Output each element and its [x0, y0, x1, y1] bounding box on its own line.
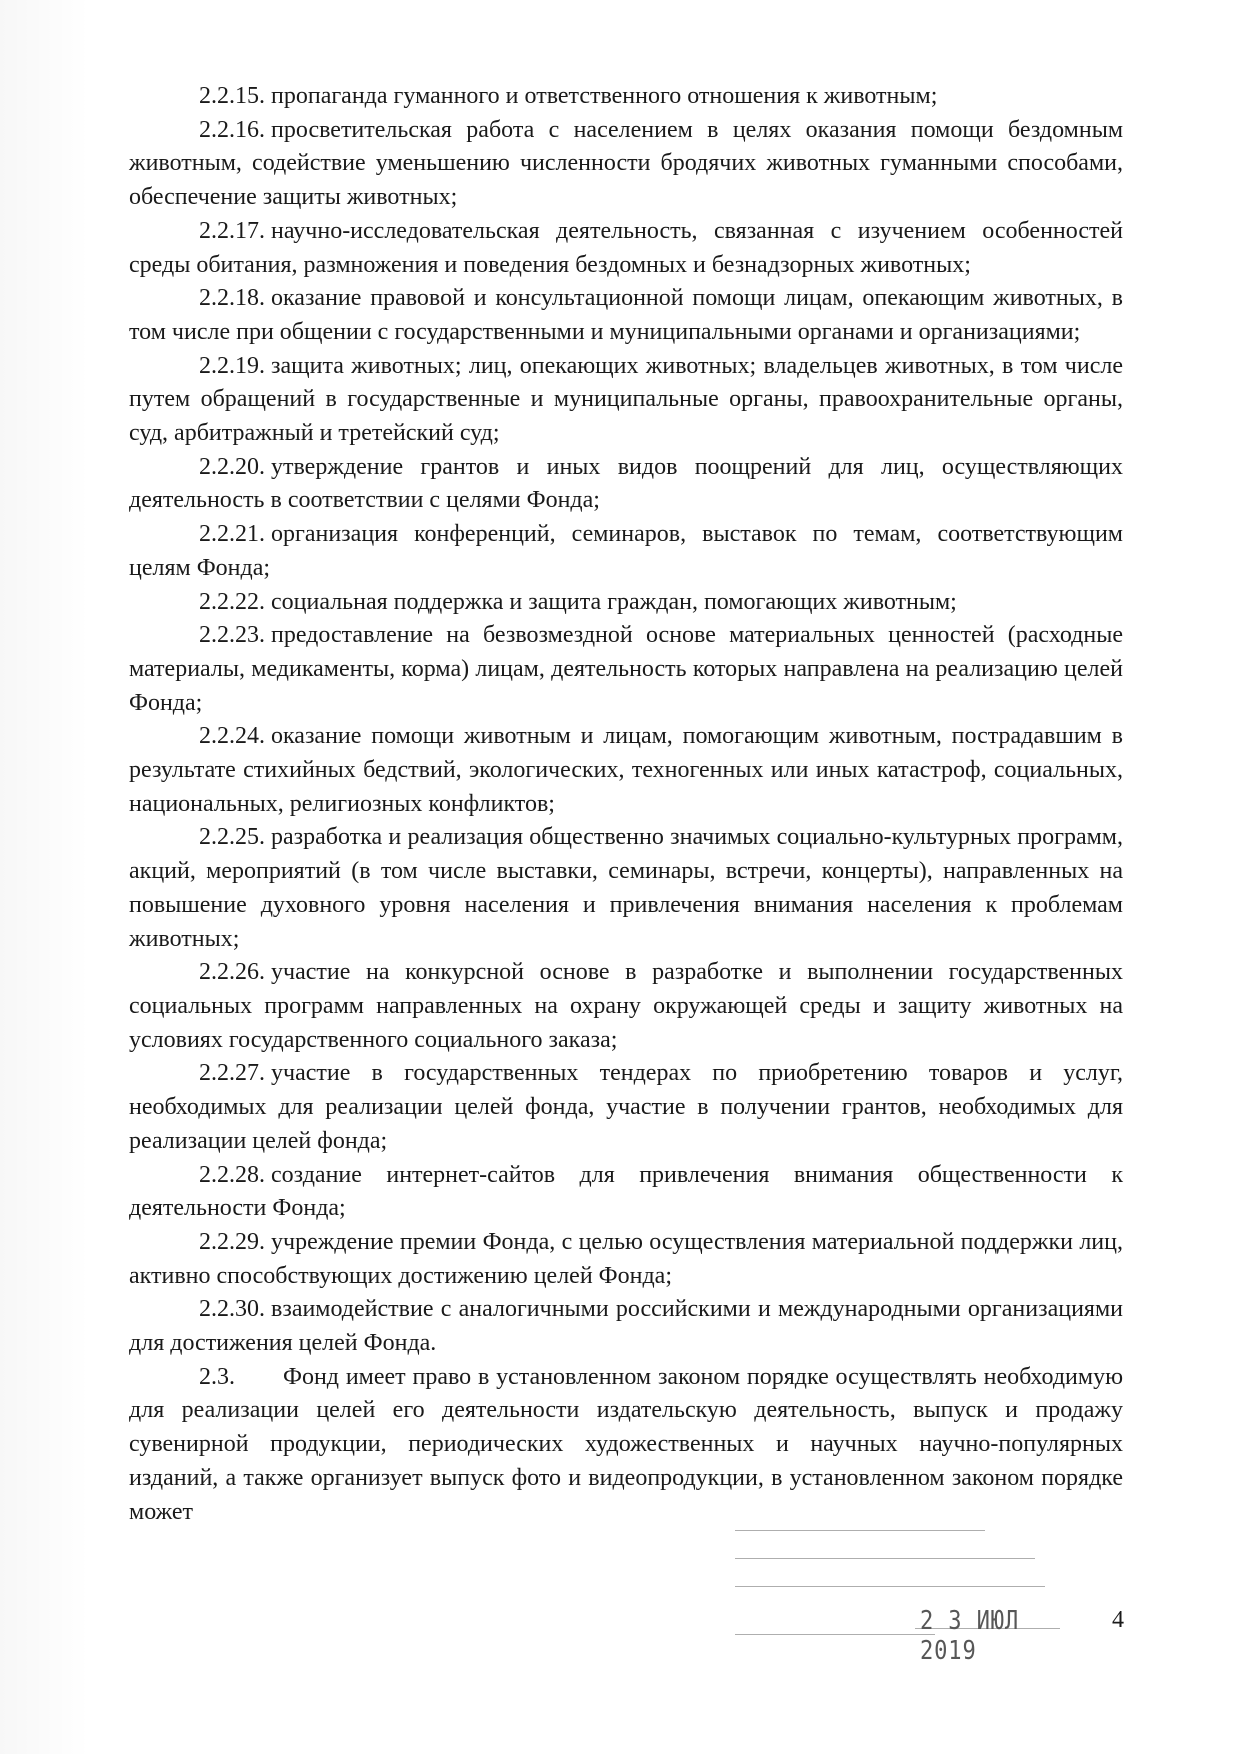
- clause-number: 2.2.29.: [199, 1228, 265, 1255]
- charter-text: [129, 80, 1123, 1529]
- clause-number: 2.3.: [199, 1363, 235, 1390]
- clause-2-2-16: [129, 114, 1123, 215]
- clause-number: 2.2.30.: [199, 1296, 265, 1323]
- clause-text: Фонд имеет право в установленном законом порядке осуществлять необходимую для реализации целей его деятельности издательскую деятельность, выпуск и продажу сувенирной продукции, периодических художественных и научных научно-популярных изданий, а также организует выпуск фото и видеопродукции, в установленном законом порядке может: [129, 1363, 1123, 1525]
- stamp-line: [735, 1634, 935, 1635]
- clause-text: защита животных; лиц, опекающих животных; владельцев животных, в том числе путем обращений в государственные и муниципальные органы, правоохранительные органы, суд, арбитражный и третейский суд;: [129, 352, 1123, 447]
- clause-number: 2.2.21.: [199, 521, 265, 548]
- clause-2-2-17: [129, 215, 1123, 282]
- clause-number: 2.2.19.: [199, 352, 265, 379]
- clause-text: научно-исследовательская деятельность, связанная с изучением особенностей среды обитания, размножения и поведения бездомных и безнадзорных животных;: [129, 217, 1123, 278]
- clause-number: 2.2.22.: [199, 588, 265, 615]
- clause-2-2-26: [129, 956, 1123, 1057]
- clause-text: оказание правовой и консультационной помощи лицам, опекающим животных, в том числе при общении с государственными и муниципальными органами и организациями;: [129, 285, 1123, 345]
- registration-stamp: [735, 1528, 1065, 1666]
- clause-text: утверждение грантов и иных видов поощрений для лиц, осуществляющих деятельность в соответствии с целями Фонда;: [129, 453, 1123, 514]
- clause-text: участие на конкурсной основе в разработке и выполнении государственных социальных программ направленных на охрану окружающей среды и защиту животных на условиях государственного социального заказа;: [129, 959, 1123, 1053]
- scan-edge-shading: [0, 0, 90, 1754]
- clause-2-2-23: [129, 619, 1123, 720]
- clause-text: пропаганда гуманного и ответственного отношения к животным;: [271, 83, 938, 109]
- clause-text: учреждение премии Фонда, с целью осуществления материальной поддержки лиц, активно способствующих достижению целей Фонда;: [129, 1228, 1123, 1289]
- clause-text: оказание помощи животным и лицам, помогающим животным, пострадавшим в результате стихийных бедствий, экологических, техногенных или иных катастроф, социальных, национальных, религиозных конфликтов;: [129, 723, 1123, 817]
- clause-text: взаимодействие с аналогичными российскими и международными организациями для достижения целей Фонда.: [129, 1296, 1123, 1357]
- stamp-line: [735, 1530, 985, 1531]
- stamp-line: [735, 1586, 1045, 1587]
- clause-number: 2.2.25.: [199, 824, 265, 851]
- clause-text: организация конференций, семинаров, выставок по темам, соответствующим целям Фонда;: [129, 521, 1123, 581]
- clause-number: 2.2.23.: [199, 622, 265, 649]
- clause-2-2-25: [129, 821, 1123, 956]
- clause-number: 2.2.24.: [199, 723, 265, 750]
- page-number: 4: [1112, 1607, 1124, 1633]
- clause-text: просветительская работа с населением в целях оказания помощи бездомным животным, содействие уменьшению численности бродячих животных гуманными способами, обеспечение защиты животных;: [129, 116, 1123, 211]
- clause-2-2-15: [129, 80, 1123, 114]
- clause-2-2-21: [129, 518, 1123, 585]
- clause-number: 2.2.17.: [199, 217, 265, 244]
- clause-number: 2.2.15.: [199, 83, 265, 109]
- clause-number: 2.2.18.: [199, 285, 265, 312]
- clause-2-2-28: [129, 1159, 1123, 1226]
- clause-2-2-20: [129, 451, 1123, 518]
- clause-text: предоставление на безвозмездной основе материальных ценностей (расходные материалы, медикаменты, корма) лицам, деятельность которых направлена на реализацию целей Фонда;: [129, 622, 1123, 716]
- clause-number: 2.2.26.: [199, 959, 265, 986]
- stamp-date: 2 3 ИЮЛ 2019: [920, 1606, 1020, 1666]
- clause-text: участие в государственных тендерах по приобретению товаров и услуг, необходимых для реализации целей фонда, участие в получении грантов, необходимых для реализации целей фонда;: [129, 1060, 1123, 1154]
- clause-2-2-24: [129, 720, 1123, 821]
- clause-2-2-30: [129, 1293, 1123, 1360]
- clause-2-2-22: [129, 586, 1123, 620]
- clause-text: социальная поддержка и защита граждан, помогающих животным;: [271, 588, 957, 615]
- clause-2-2-29: [129, 1226, 1123, 1293]
- clause-number: 2.2.20.: [199, 453, 265, 480]
- clause-2-3: [129, 1361, 1123, 1530]
- clause-number: 2.2.16.: [199, 116, 265, 143]
- clause-number: 2.2.27.: [199, 1060, 265, 1087]
- stamp-line: [735, 1558, 1035, 1559]
- clause-2-2-18: [129, 282, 1123, 349]
- clause-number: 2.2.28.: [199, 1161, 265, 1188]
- clause-2-2-19: [129, 350, 1123, 451]
- clause-text: создание интернет-сайтов для привлечения внимания общественности к деятельности Фонда;: [129, 1161, 1123, 1222]
- clause-2-2-27: [129, 1057, 1123, 1158]
- clause-text: разработка и реализация общественно значимых социально-культурных программ, акций, мероприятий (в том числе выставки, семинары, встречи, концерты), направленных на повышение духовного уровня населения и привлечения внимания населения к проблемам животных;: [129, 824, 1123, 952]
